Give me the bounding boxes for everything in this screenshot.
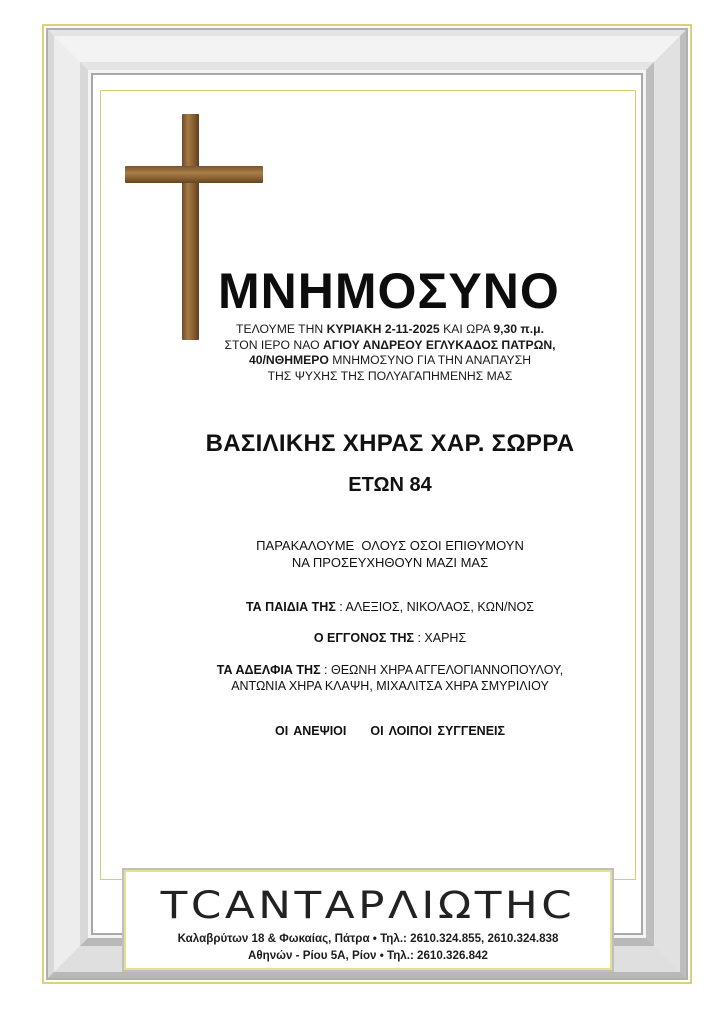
memorial-heading: ΜΝΗΜΟΣΥΝΟ (218, 263, 560, 319)
announcement-line-1 (200, 322, 580, 338)
announcement-text: ΜΝΗΜΟΣΥΝΟ ΓΙΑ ΤΗΝ ΑΝΑΠΑΥΣΗ (328, 353, 532, 367)
siblings-line-2: ΑΝΤΩΝΙΑ ΧΗΡΑ ΚΛΑΨΗ, ΜΙΧΑΛΙΤΣΑ ΧΗΡΑ ΣΜΥΡΙΛΙΟΥ (231, 679, 549, 693)
announcement-text: ΣΤΟΝ ΙΕΡΟ ΝΑΟ (224, 337, 323, 352)
siblings-block (100, 662, 680, 694)
announcement-text: ΚΑΙ ΩΡΑ (439, 322, 494, 336)
funeral-home-logo: ΤCΑΝΤΑΡΛΙΩΤΗC (160, 884, 576, 927)
prayer-request-line-2: ΝΑ ΠΡΟΣΕΥΧΗΘΟΥΝ ΜΑΖΙ ΜΑΣ (291, 555, 489, 570)
deceased-name: ΒΑΣΙΛΙΚΗΣ ΧΗΡΑΣ ΧΑΡ. ΣΩΡΡΑ (205, 430, 575, 457)
church-name: ΑΓΙΟΥ ΑΝΔΡΕΟΥ ΕΓΛΥΚΑΔΟΣ ΠΑΤΡΩΝ, (322, 337, 556, 352)
children-label: ΤΑ ΠΑΙΔΙΑ ΤΗΣ (245, 600, 336, 614)
deceased-age: ΕΤΩΝ 84 (348, 474, 432, 496)
closing-signatures (100, 724, 680, 738)
prayer-request (100, 537, 680, 571)
other-relatives-label: ΟΙ ΛΟΙΠΟΙ ΣΥΓΓΕΝΕΙΣ (370, 724, 506, 738)
service-time: 9,30 π.μ. (493, 322, 544, 336)
children-names: : ΑΛΕΞΙΟΣ, ΝΙΚΟΛΑΟΣ, ΚΩΝ/ΝΟΣ (335, 600, 535, 614)
funeral-home-address-2: Αθηνών - Ρίου 5Α, Ρίον • Τηλ.: 2610.326.842 (248, 949, 488, 962)
service-announcement (200, 322, 580, 384)
grandson-line (100, 630, 680, 646)
siblings-names: : ΘΕΩΝΗ ΧΗΡΑ ΑΓΓΕΛΟΓΙΑΝΝΟΠΟΥΛΟΥ, (320, 663, 564, 677)
announcement-text: ΤΕΛΟΥΜΕ ΤΗΝ (236, 322, 327, 336)
funeral-home-box (122, 868, 614, 972)
memorial-type: 40/ΝΘΗΜΕΡΟ (248, 353, 329, 367)
nephews-label: ΟΙ ΑΝΕΨΙΟΙ (274, 724, 347, 738)
siblings-line-1 (100, 662, 680, 678)
siblings-label: ΤΑ ΑΔΕΛΦΙΑ ΤΗΣ (216, 663, 321, 677)
announcement-line-2 (200, 338, 580, 354)
children-line (100, 599, 680, 615)
funeral-home-address-1: Καλαβρύτων 18 & Φωκαίας, Πάτρα • Τηλ.: 2610.324.855, 2610.324.838 (177, 932, 559, 945)
cross-horizontal-beam (125, 166, 263, 183)
grandson-name: : ΧΑΡΗΣ (413, 631, 467, 645)
service-date: ΚΥΡΙΑΚΗ 2-11-2025 (326, 322, 440, 336)
announcement-line-4: ΤΗΣ ΨΥΧΗΣ ΤΗΣ ΠΟΛΥΑΓΑΠΗΜΕΝΗΣ ΜΑΣ (267, 368, 513, 383)
grandson-label: Ο ΕΓΓΟΝΟΣ ΤΗΣ (313, 631, 414, 645)
prayer-request-line-1: ΠΑΡΑΚΑΛΟΥΜΕ ΟΛΟΥΣ ΟΣΟΙ ΕΠΙΘΥΜΟΥΝ (256, 538, 524, 553)
cross-vertical-beam (182, 114, 199, 340)
announcement-line-3 (200, 353, 580, 369)
